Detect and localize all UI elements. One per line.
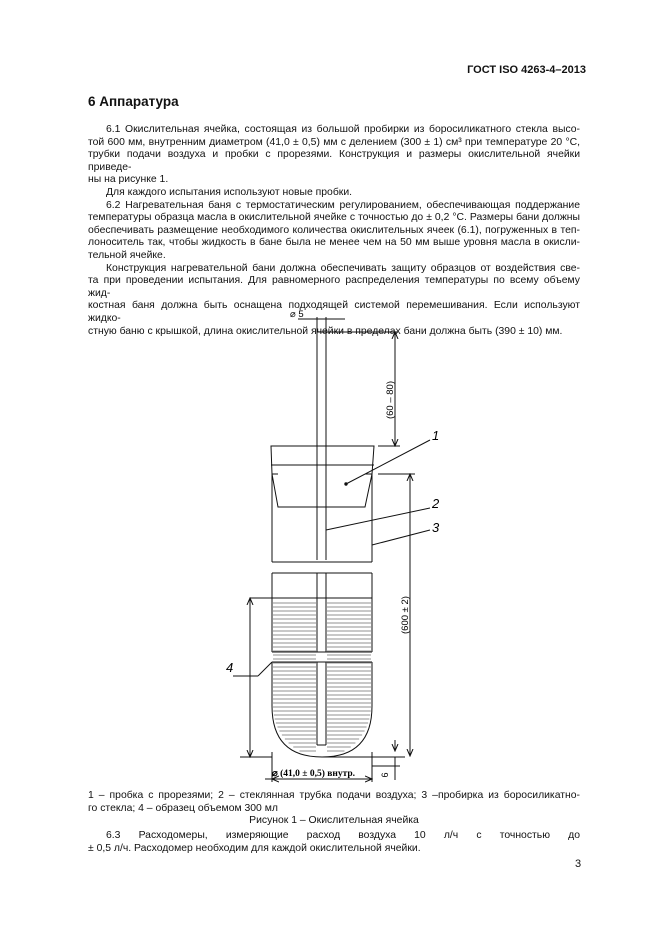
para-bath-line3: костная баня должна быть оснащена подходящей системой перемешивания. Если используют жидко-	[88, 300, 580, 324]
callout-3: 3	[432, 520, 440, 535]
section-title: 6 Аппаратура	[88, 94, 179, 109]
para-6-2-line3: обеспечивать размещение необходимого количества окислительных ячеек (6.1), погруженных в теп-	[88, 224, 580, 236]
para-bath-line1: Конструкция нагревательной бани должна обеспечивать защиту образцов от воздействия све-	[106, 262, 580, 274]
para-bath-line4: стную баню с крышкой, длина окислительной ячейки в пределах бани должна быть (390 ± 10) мм.	[88, 325, 563, 337]
para-6-2-line2: температуры образца масла в окислительной ячейке с точностью до ± 0,2 °С. Размеры бани должны	[88, 212, 580, 224]
callout-1: 1	[432, 428, 440, 443]
top-length-label: (60 – 80)	[385, 380, 396, 420]
figure-legend	[88, 790, 580, 828]
para-6-2-line1: 6.2 Нагревательная баня с термостатическим регулированием, обеспечивающая поддержание	[106, 199, 580, 211]
cell-length-label: (600 ± 2)	[400, 596, 411, 634]
para-6-1-line3: трубки подачи воздуха и пробки с прорезями. Конструкция и размеры окислительной ячейки приведе-	[88, 149, 580, 173]
para-6-1-note: Для каждого испытания используют новые пробки.	[106, 186, 353, 198]
para-6-1-line2: той 600 мм, внутренним диаметром (41,0 ± 0,5) мм с делением (300 ± 1) см³ при температуре 20 °С,	[88, 136, 580, 148]
standard-header: ГОСТ ISO 4263-4–2013	[467, 64, 586, 76]
oil-sample-hatching	[273, 603, 371, 751]
tube-diameter-label: ⌀ 5	[290, 309, 304, 320]
bottom-gap-label: 6	[380, 772, 390, 778]
callout-2: 2	[432, 496, 440, 511]
para-6-3-line1: 6.3 Расходомеры, измеряющие расход воздуха 10 л/ч с точностью до	[106, 830, 580, 841]
para-6-2-line4: лоноситель так, чтобы жидкость в бане была не менее чем на 50 мм выше уровня масла в окисли-	[88, 237, 580, 249]
callout-4: 4	[226, 660, 234, 675]
page-number: 3	[575, 858, 582, 870]
para-6-3	[88, 830, 580, 855]
para-6-2-line5: тельной ячейке.	[88, 249, 166, 261]
figure-caption: Рисунок 1 – Окислительная ячейка	[249, 815, 419, 827]
inner-diameter-label: ⌀ (41,0 ± 0,5) внутр.	[272, 769, 356, 779]
para-bath-line2: та при проведении испытания. Для равномерного распределения температуры по всему объему жид-	[88, 275, 580, 299]
para-6-1-text1: 6.1 Окислительная ячейка, состоящая из большой пробирки из боросиликатного стекла высо-	[106, 124, 580, 135]
legend-line2: го стекла; 4 – образец объемом 300 мл	[88, 802, 278, 814]
para-6-1-line4: ны на рисунке 1.	[88, 174, 169, 186]
legend-line1: 1 – пробка с прорезями; 2 – стеклянная трубка подачи воздуха; 3 –пробирка из боросиликатно-	[88, 790, 580, 801]
para-6-3-line2: ± 0,5 л/ч. Расходомер необходим для каждой окислительной ячейки.	[88, 842, 421, 854]
